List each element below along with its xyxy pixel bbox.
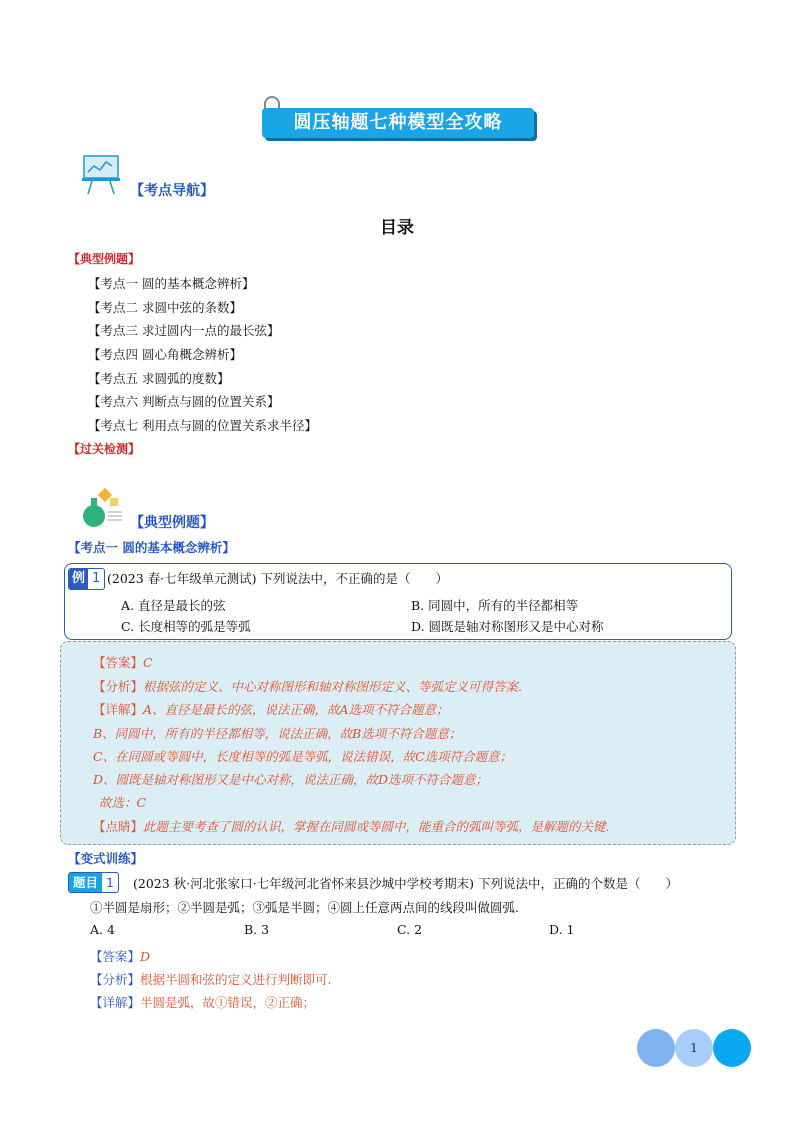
- example-question: (2023 春·七年级单元测试) 下列说法中，不正确的是（ ）: [107, 571, 448, 586]
- presentation-board-icon: [80, 152, 124, 196]
- comment-tag: 【点睛】: [93, 819, 144, 834]
- problem-tag-label: 题目: [69, 873, 102, 892]
- toc-item[interactable]: 【考点二 求圆中弦的条数】: [88, 300, 242, 315]
- toc-item[interactable]: 【考点六 判断点与圆的位置关系】: [88, 394, 280, 409]
- variant-answer: [90, 947, 150, 965]
- answer-box: [60, 641, 736, 845]
- toc-head-examples[interactable]: 【典型例题】: [68, 252, 141, 266]
- nav-label: 【考点导航】: [130, 183, 214, 199]
- toc-item[interactable]: 【考点一 圆的基本概念辨析】: [88, 276, 255, 291]
- option-b: B. 同圆中，所有的半径都相等: [411, 598, 579, 613]
- example-tag: [68, 568, 105, 590]
- option-b: B. 3: [244, 922, 270, 937]
- detail-line: B、同圆中，所有的半径都相等，说法正确，故B选项不符合题意；: [93, 726, 462, 741]
- page-dot-left: [637, 1029, 675, 1067]
- title-banner: [258, 96, 538, 144]
- option-d: D. 1: [549, 922, 575, 937]
- problem-tag-number: 1: [106, 875, 114, 890]
- example-tag-label: 例: [69, 569, 88, 589]
- detail-line: [93, 700, 449, 718]
- toc-title: 目录: [380, 218, 414, 238]
- option-a: A. 4: [90, 922, 115, 937]
- toc-head-checks[interactable]: 【过关检测】: [68, 442, 141, 456]
- detail-line: C、在同圆或等圆中，长度相等的弧是等弧，说法错误，故C选项符合题意；: [93, 749, 513, 764]
- answer-value: D: [140, 949, 151, 964]
- option-c: C. 长度相等的弧是等弧: [121, 619, 251, 634]
- variant-heading: 【变式训练】: [68, 851, 144, 866]
- option-d: D. 圆既是轴对称图形又是中心对称: [411, 619, 604, 634]
- page-number: 1: [675, 1029, 713, 1067]
- detail-tag: 【详解】: [90, 995, 141, 1010]
- analysis-tag: 【分析】: [93, 679, 144, 694]
- option-c: C. 2: [397, 922, 423, 937]
- toc-item[interactable]: 【考点七 利用点与圆的位置关系求半径】: [88, 418, 317, 433]
- detail-text: 半圆是弧，故①错误，②正确；: [140, 995, 316, 1010]
- comment-text: 此题主要考查了圆的认识，掌握在同圆或等圆中，能重合的弧叫等弧，是解题的关键.: [143, 819, 610, 834]
- detail-line: D、圆既是轴对称图形又是中心对称，说法正确，故D选项不符合题意；: [93, 772, 489, 787]
- toc-item[interactable]: 【考点五 求圆弧的度数】: [88, 371, 230, 386]
- example-box: [64, 563, 732, 640]
- problem-tag: [68, 872, 119, 893]
- analysis-text: 根据半圆和弦的定义进行判断即可.: [140, 972, 332, 987]
- kp-heading: 【考点一 圆的基本概念辨析】: [68, 540, 235, 555]
- variant-statement: ①半圆是扇形；②半圆是弧；③弧是半圆；④圆上任意两点间的线段叫做圆弧.: [90, 900, 519, 915]
- flask-icon: [80, 486, 124, 530]
- answer-value: C: [143, 655, 153, 670]
- detail-tag: 【详解】: [93, 702, 144, 717]
- variant-detail: [90, 993, 315, 1011]
- example-tag-number: 1: [92, 571, 101, 586]
- answer-tag: 【答案】: [90, 949, 141, 964]
- page-dot-right: [713, 1029, 751, 1067]
- toc-item[interactable]: 【考点三 求过圆内一点的最长弦】: [88, 323, 280, 338]
- analysis-line: [93, 677, 522, 695]
- variant-question: (2023 秋·河北张家口·七年级河北省怀来县沙城中学校考期末) 下列说法中，正确的个数是（ ）: [133, 876, 678, 891]
- analysis-tag: 【分析】: [90, 972, 141, 987]
- answer-tag: 【答案】: [93, 655, 144, 670]
- toc-item[interactable]: 【考点四 圆心角概念辨析】: [88, 347, 242, 362]
- variant-analysis: [90, 970, 332, 988]
- page-title: 圆压轴题七种模型全攻略: [262, 108, 534, 138]
- comment-line: [93, 817, 610, 835]
- detail-text: A、直径是最长的弦，说法正确，故A选项不符合题意；: [143, 702, 449, 717]
- section-label: 【典型例题】: [130, 515, 214, 531]
- analysis-text: 根据弦的定义、中心对称图形和轴对称图形定义、等弧定义可得答案.: [143, 679, 522, 694]
- option-a: A. 直径是最长的弦: [121, 598, 226, 613]
- answer-line: [93, 653, 153, 671]
- detail-line: 故选：C: [99, 795, 147, 810]
